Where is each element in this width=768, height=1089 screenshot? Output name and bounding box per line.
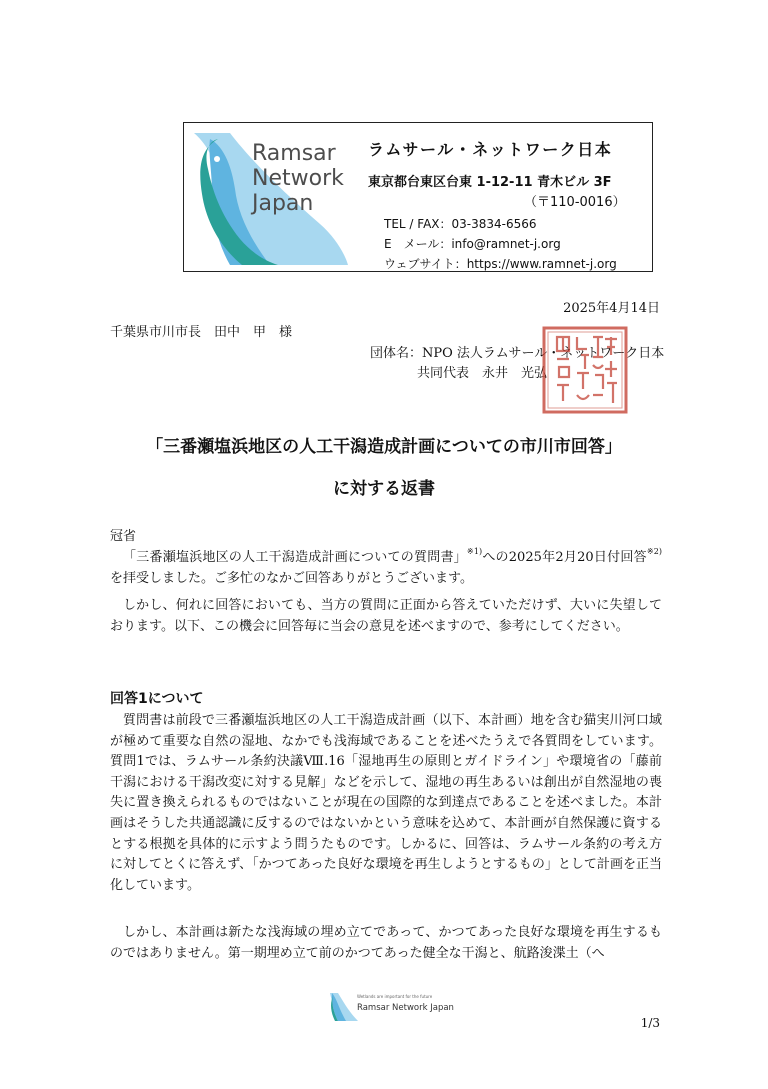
web-value[interactable]: https://www.ramnet-j.org bbox=[466, 257, 617, 271]
web-label: ウェブサイト： bbox=[384, 257, 467, 271]
section-heading-answer-1: 回答1について bbox=[110, 691, 204, 707]
tel-label: TEL / FAX： bbox=[384, 217, 452, 231]
email-value[interactable]: info@ramnet-j.org bbox=[451, 237, 561, 251]
logo-wordmark bbox=[252, 141, 344, 216]
paragraph-4: しかし、本計画は新たな浅海域の埋め立てであって、かつてあった良好な環境を再生するものではありません。第一期埋め立て前のかつてあった健全な干潟と、航路浚渫土（へ bbox=[110, 925, 662, 961]
contact-tel bbox=[384, 215, 537, 232]
email-label: E メール： bbox=[384, 237, 452, 251]
paragraph-1 bbox=[110, 548, 662, 589]
logo-line-3: Japan bbox=[252, 191, 314, 216]
contact-website bbox=[384, 255, 617, 272]
sender-representative: 共同代表 永井 光弘 bbox=[417, 366, 548, 381]
footnote-ref-2: ※2) bbox=[646, 547, 662, 556]
letter-date: 2025年4月14日 bbox=[563, 301, 660, 316]
letter-title-line-1: 「三番瀬塩浜地区の人工干潟造成計画についての市川市回答」 bbox=[146, 437, 622, 457]
p1-text-b: への2025年2月20日付回答 bbox=[482, 550, 647, 565]
official-seal-stamp-icon bbox=[541, 325, 629, 415]
p1-text-c: を拝受しました。ご多忙のなかご回答ありがとうございます。 bbox=[110, 570, 473, 586]
footer-org-name: Ramsar Network Japan bbox=[357, 1003, 454, 1013]
greeting: 冠省 bbox=[110, 529, 137, 544]
logo-line-2: Network bbox=[252, 166, 344, 191]
org-postal-code: （〒110-0016） bbox=[524, 195, 626, 210]
logo-line-1: Ramsar bbox=[252, 141, 336, 166]
org-name: ラムサール・ネットワーク日本 bbox=[368, 140, 613, 159]
letterhead-box bbox=[183, 122, 653, 272]
sender-organization: 団体名：NPO 法人ラムサール・ネットワーク日本 bbox=[370, 346, 665, 361]
p1-text-a: 「三番瀬塩浜地区の人工干潟造成計画についての質問書」 bbox=[123, 550, 467, 565]
contact-email bbox=[384, 235, 561, 252]
paragraph-3: 質問書は前段で三番瀬塩浜地区の人工干潟造成計画（以下、本計画）地を含む猫実川河口域が極めて重要な自然の湿地、なかでも浅海域であることを述べたうえで各質問をしています。質問1では、ラムサール条約決議Ⅷ.16「湿地再生の原則とガイドライン」や環境省の「藤前干潟における干潟改変に対する見解」などを示して、湿地の再生あるいは創出が自然湿地の喪失に置き換えられるものではないことが現在の国際的な到達点であることを述べました。本計画はそうした共通認識に反するのではないかという意味を込めて、本計画が自然保護に資するとする根拠を具体的に示すよう問うたものです。しかるに、回答は、ラムサール条約の考え方に対してとくに答えず、「かつてあった良好な環境を再生しようとするもの」として計画を正当化しています。 bbox=[110, 713, 662, 893]
addressee: 千葉県市川市長 田中 甲 様 bbox=[110, 325, 293, 340]
page-number: 1/3 bbox=[640, 1016, 660, 1030]
paragraph-2: しかし、何れに回答においても、当方の質問に正面から答えていただけず、大いに失望しております。以下、この機会に回答毎に当会の意見を述べますので、参考にしてください。 bbox=[110, 598, 662, 634]
footer-tagline: Wetlands are important for the future bbox=[357, 994, 433, 999]
org-address: 東京都台東区台東 1-12-11 青木ビル 3F bbox=[368, 175, 612, 190]
tel-value: 03-3834-6566 bbox=[451, 217, 537, 231]
letter-title-line-2: に対する返書 bbox=[333, 479, 435, 499]
footnote-ref-1: ※1) bbox=[466, 547, 483, 556]
